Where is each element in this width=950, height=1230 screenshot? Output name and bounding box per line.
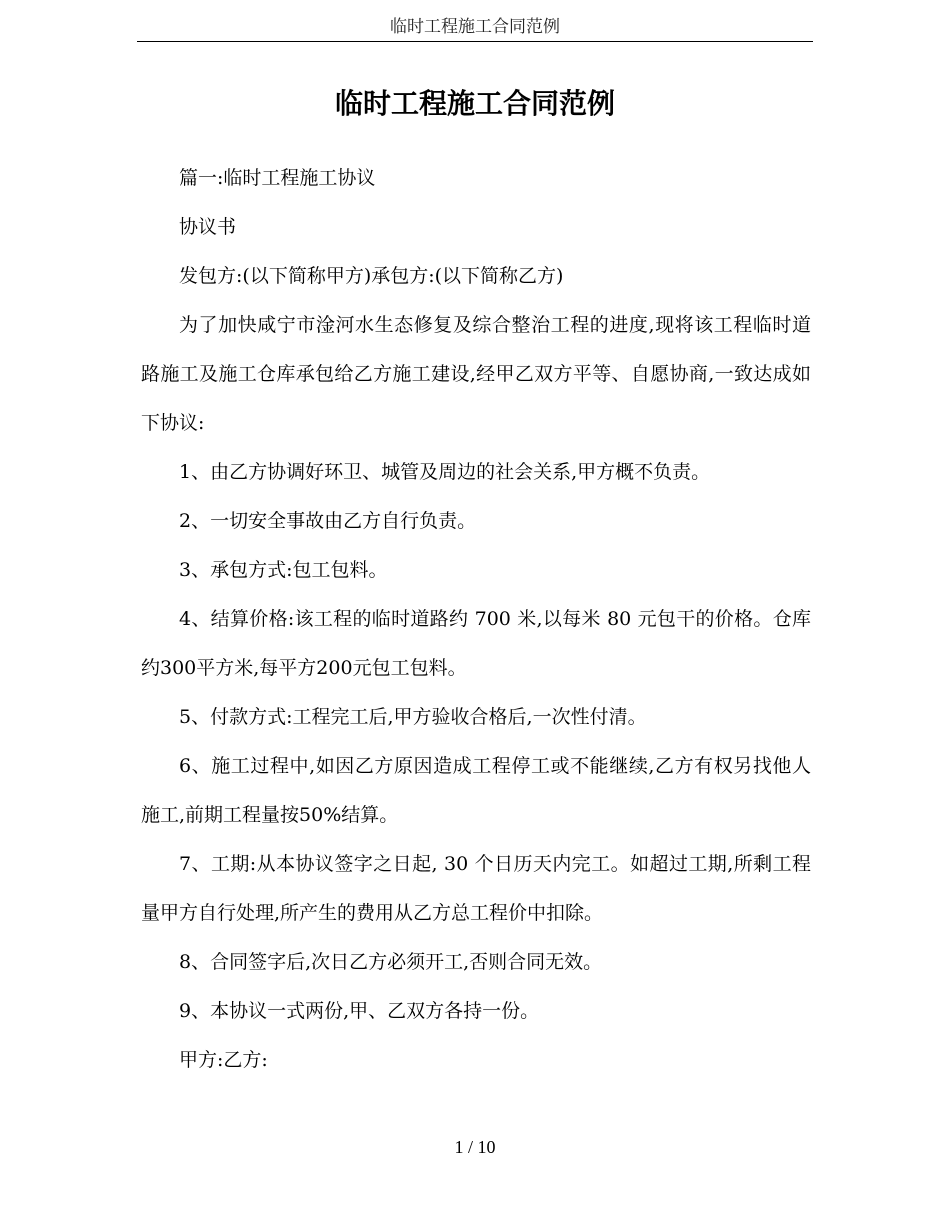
document-title: 临时工程施工合同范例 <box>334 87 615 120</box>
clause-5: 5、付款方式:工程完工后,甲方验收合格后,一次性付清。 <box>179 706 647 728</box>
document-body <box>141 154 811 1085</box>
section-heading: 篇一:临时工程施工协议 <box>179 167 376 189</box>
clause-3: 3、承包方式:包工包料。 <box>179 559 388 581</box>
preamble-paragraph: 为了加快咸宁市淦河水生态修复及综合整治工程的进度,现将该工程临时道路施工及施工仓库承包给乙方施工建设,经甲乙双方平等、自愿协商,一致达成如下协议: <box>141 314 811 434</box>
agreement-heading: 协议书 <box>179 216 237 238</box>
clause-8: 8、合同签字后,次日乙方必须开工,否则合同无效。 <box>179 951 603 973</box>
clause-4: 4、结算价格:该工程的临时道路约 700 米,以每米 80 元包干的价格。仓库约300平方米,每平方200元包工包料。 <box>141 608 811 679</box>
clause-1: 1、由乙方协调好环卫、城管及周边的社会关系,甲方概不负责。 <box>179 461 711 483</box>
clause-7: 7、工期:从本协议签字之日起, 30 个日历天内完工。如超过工期,所剩工程量甲方自行处理,所产生的费用从乙方总工程价中扣除。 <box>141 853 811 924</box>
signature-line: 甲方:乙方: <box>179 1049 268 1071</box>
parties-line: 发包方:(以下简称甲方)承包方:(以下简称乙方) <box>179 265 564 287</box>
clause-2: 2、一切安全事故由乙方自行负责。 <box>179 510 477 532</box>
page-number: 1 / 10 <box>454 1137 496 1157</box>
clause-6: 6、施工过程中,如因乙方原因造成工程停工或不能继续,乙方有权另找他人施工,前期工程量按50%结算。 <box>141 755 811 826</box>
clause-9: 9、本协议一式两份,甲、乙双方各持一份。 <box>179 1000 540 1022</box>
running-header: 临时工程施工合同范例 <box>137 14 813 42</box>
